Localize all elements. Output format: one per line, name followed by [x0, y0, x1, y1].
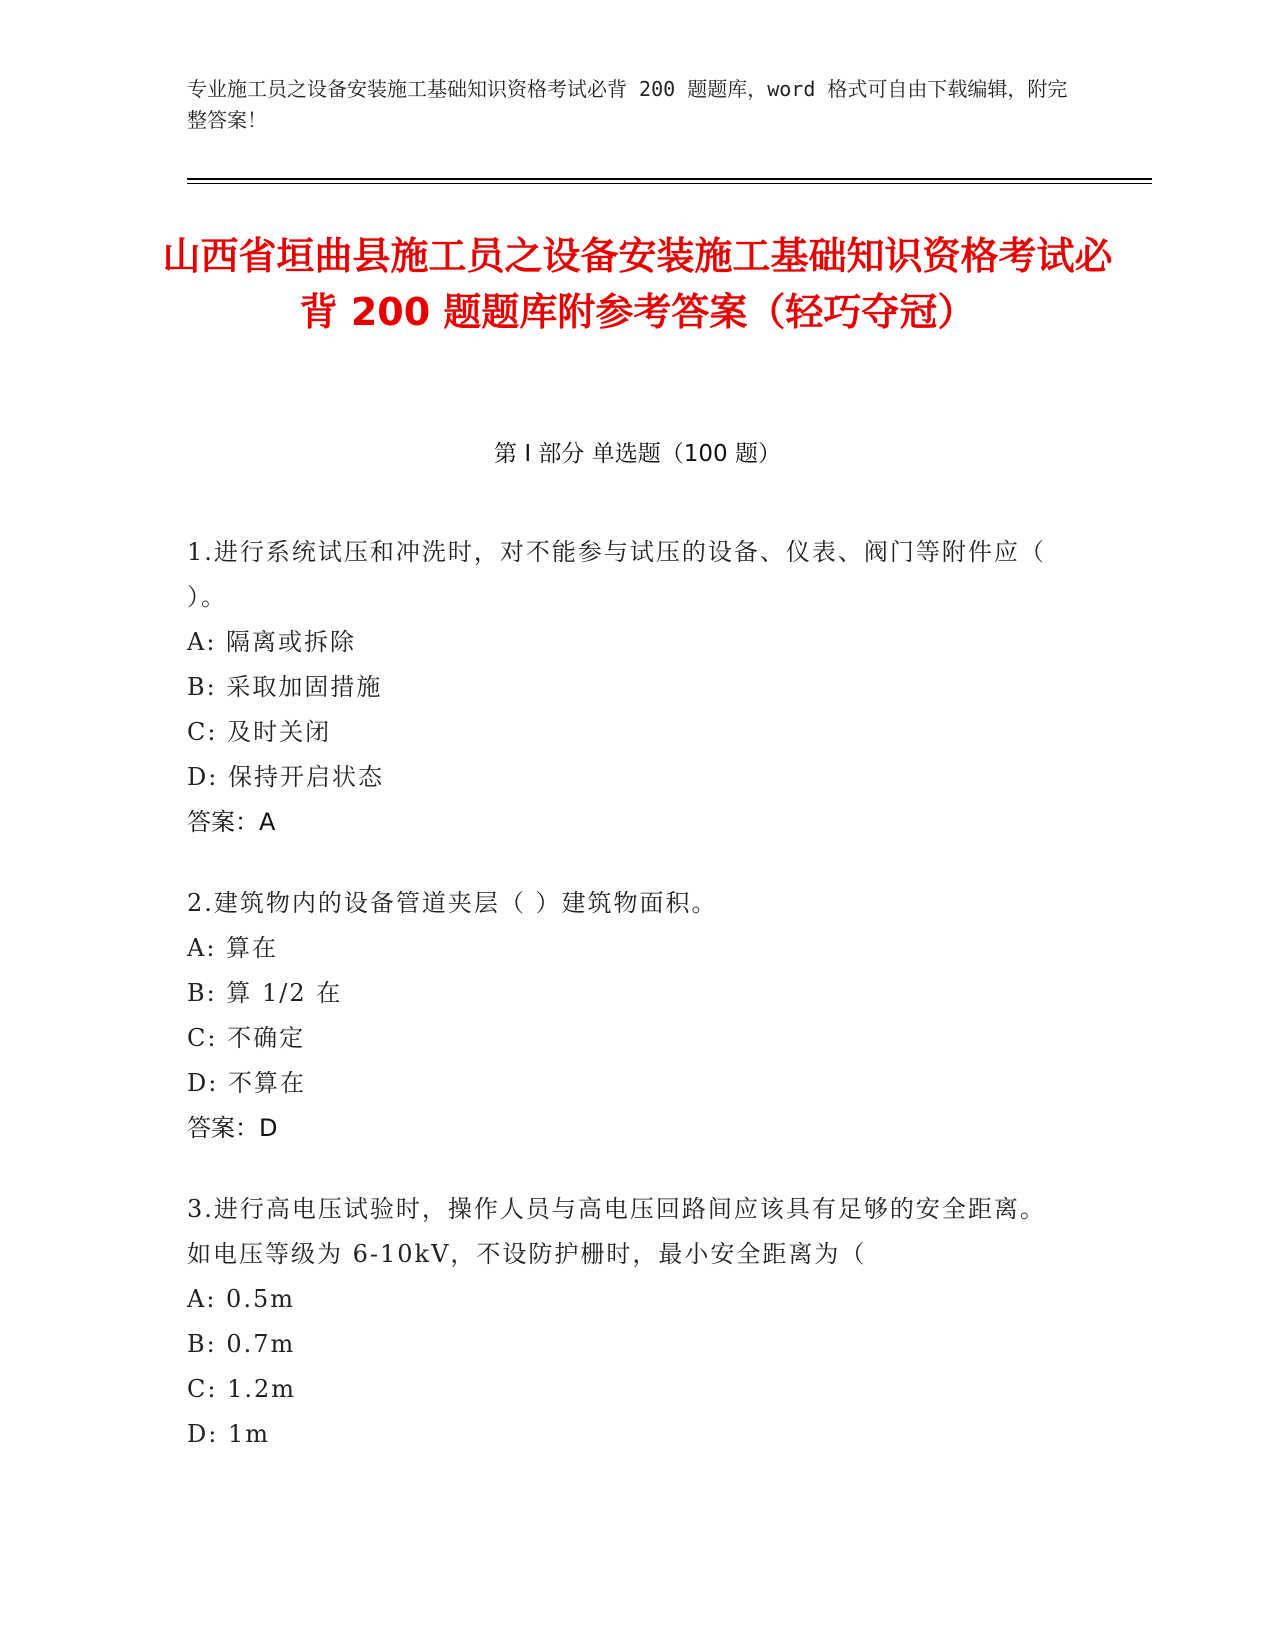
header-rule-thin	[187, 183, 1152, 184]
question-option-b: B: 采取加固措施	[187, 673, 383, 701]
question-answer: 答案：D	[187, 1114, 278, 1142]
question-answer: 答案：A	[187, 808, 276, 836]
question-option-b: B: 算 1/2 在	[187, 979, 343, 1007]
question-option-a: A: 0.5m	[187, 1285, 295, 1313]
question-stem: 2.建筑物内的设备管道夹层（ ）建筑物面积。	[187, 889, 718, 917]
question-option-c: C: 不确定	[187, 1024, 306, 1052]
question-option-a: A: 算在	[187, 934, 279, 962]
document-title: 山西省垣曲县施工员之设备安装施工基础知识资格考试必背 200 题题库附参考答案（轻巧夺冠）	[162, 234, 1113, 334]
question-item	[187, 530, 1067, 845]
header-rule-thick	[187, 178, 1152, 180]
question-stem: 3.进行高电压试验时，操作人员与高电压回路间应该具有足够的安全距离。如电压等级为 6-10kV，不设防护栅时，最小安全距离为（	[187, 1195, 1046, 1268]
question-item	[187, 881, 1067, 1151]
question-item	[187, 1187, 1067, 1457]
section-title: 第 I 部分 单选题（100 题）	[494, 441, 781, 467]
question-option-a: A: 隔离或拆除	[187, 628, 357, 656]
question-stem: 1.进行系统试压和冲洗时，对不能参与试压的设备、仪表、阀门等附件应（ ）。	[187, 538, 1046, 611]
question-option-b: B: 0.7m	[187, 1330, 296, 1358]
question-list	[187, 530, 1067, 1493]
header-note: 专业施工员之设备安装施工基础知识资格考试必背 200 题题库，word 格式可自由下载编辑，附完整答案！	[187, 77, 1068, 132]
question-option-d: D: 保持开启状态	[187, 763, 384, 791]
question-option-d: D: 不算在	[187, 1069, 306, 1097]
question-option-c: C: 1.2m	[187, 1375, 297, 1403]
question-option-c: C: 及时关闭	[187, 718, 332, 746]
question-option-d: D: 1m	[187, 1420, 270, 1448]
